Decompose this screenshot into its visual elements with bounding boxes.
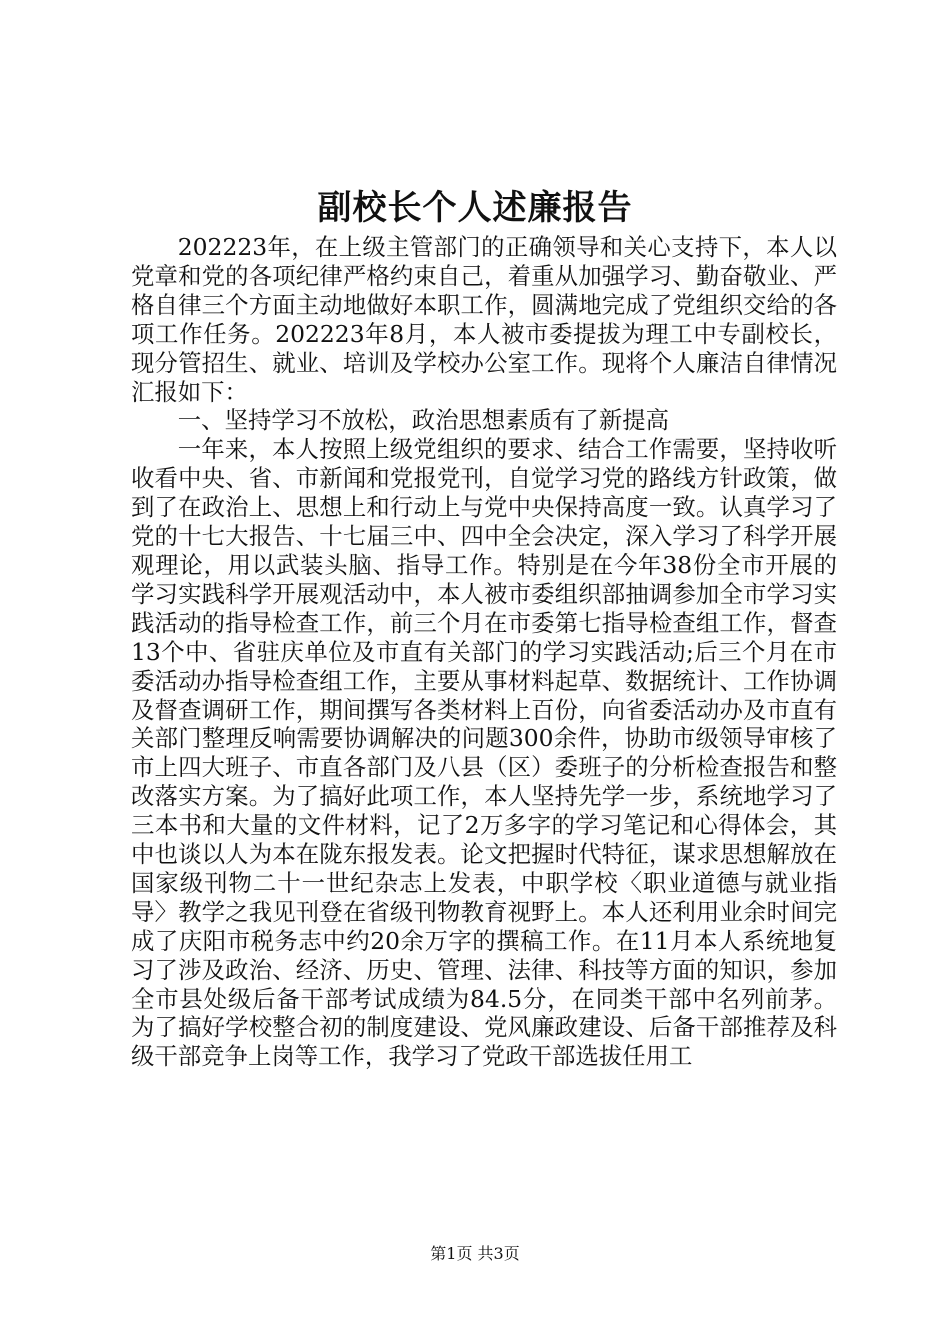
document-title: 副校长个人述廉报告 bbox=[317, 188, 633, 228]
section-heading: 一、坚持学习不放松，政治思想素质有了新提高 bbox=[177, 406, 669, 435]
page-footer: 第1页 共3页 bbox=[430, 1244, 520, 1263]
document-body bbox=[131, 233, 837, 1071]
paragraph-study: 一年来，本人按照上级党组织的要求、结合工作需要，坚持收听收看中央、省、市新闻和党报党刊，自觉学习党的路线方针政策，做到了在政治上、思想上和行动上与党中央保持高度一致。认真学习了党的十七大报告、十七届三中、四中全会决定，深入学习了科学开展观理论，用以武装头脑、指导工作。特别是在今年38份全市开展的学习实践科学开展观活动中，本人被市委组织部抽调参加全市学习实践活动的指导检查工作，前三个月在市委第七指导检查组工作，督查13个中、省驻庆单位及市直有关部门的学习实践活动;后三个月在市委活动办指导检查组工作，主要从事材料起草、数据统计、工作协调及督查调研工作，期间撰写各类材料上百份，向省委活动办及市直有关部门整理反响需要协调解决的问题300余件，协助市级领导审核了市上四大班子、市直各部门及八县（区）委班子的分析检查报告和整改落实方案。为了搞好此项工作，本人坚持先学一步，系统地学习了三本书和大量的文件材料，记了2万多字的学习笔记和心得体会，其中也谈以人为本在陇东报发表。论文把握时代特征，谋求思想解放在国家级刊物二十一世纪杂志上发表，中职学校〈职业道德与就业指导〉教学之我见刊登在省级刊物教育视野上。本人还利用业余时间完成了庆阳市税务志中约20余万字的撰稿工作。在11月本人系统地复习了涉及政治、经济、历史、管理、法律、科技等方面的知识，参加全市县处级后备干部考试成绩为84.5分，在同类干部中名列前茅。为了搞好学校整合初的制度建设、党风廉政建设、后备干部推荐及科级干部竞争上岗等工作，我学习了党政干部选拔任用工 bbox=[131, 435, 837, 1071]
paragraph-intro: 202223年，在上级主管部门的正确领导和关心支持下，本人以党章和党的各项纪律严格约束自己，着重从加强学习、勤奋敬业、严格自律三个方面主动地做好本职工作，圆满地完成了党组织交给的各项工作任务。202223年8月，本人被市委提拔为理工中专副校长，现分管招生、就业、培训及学校办公室工作。现将个人廉洁自律情况汇报如下： bbox=[131, 233, 837, 406]
